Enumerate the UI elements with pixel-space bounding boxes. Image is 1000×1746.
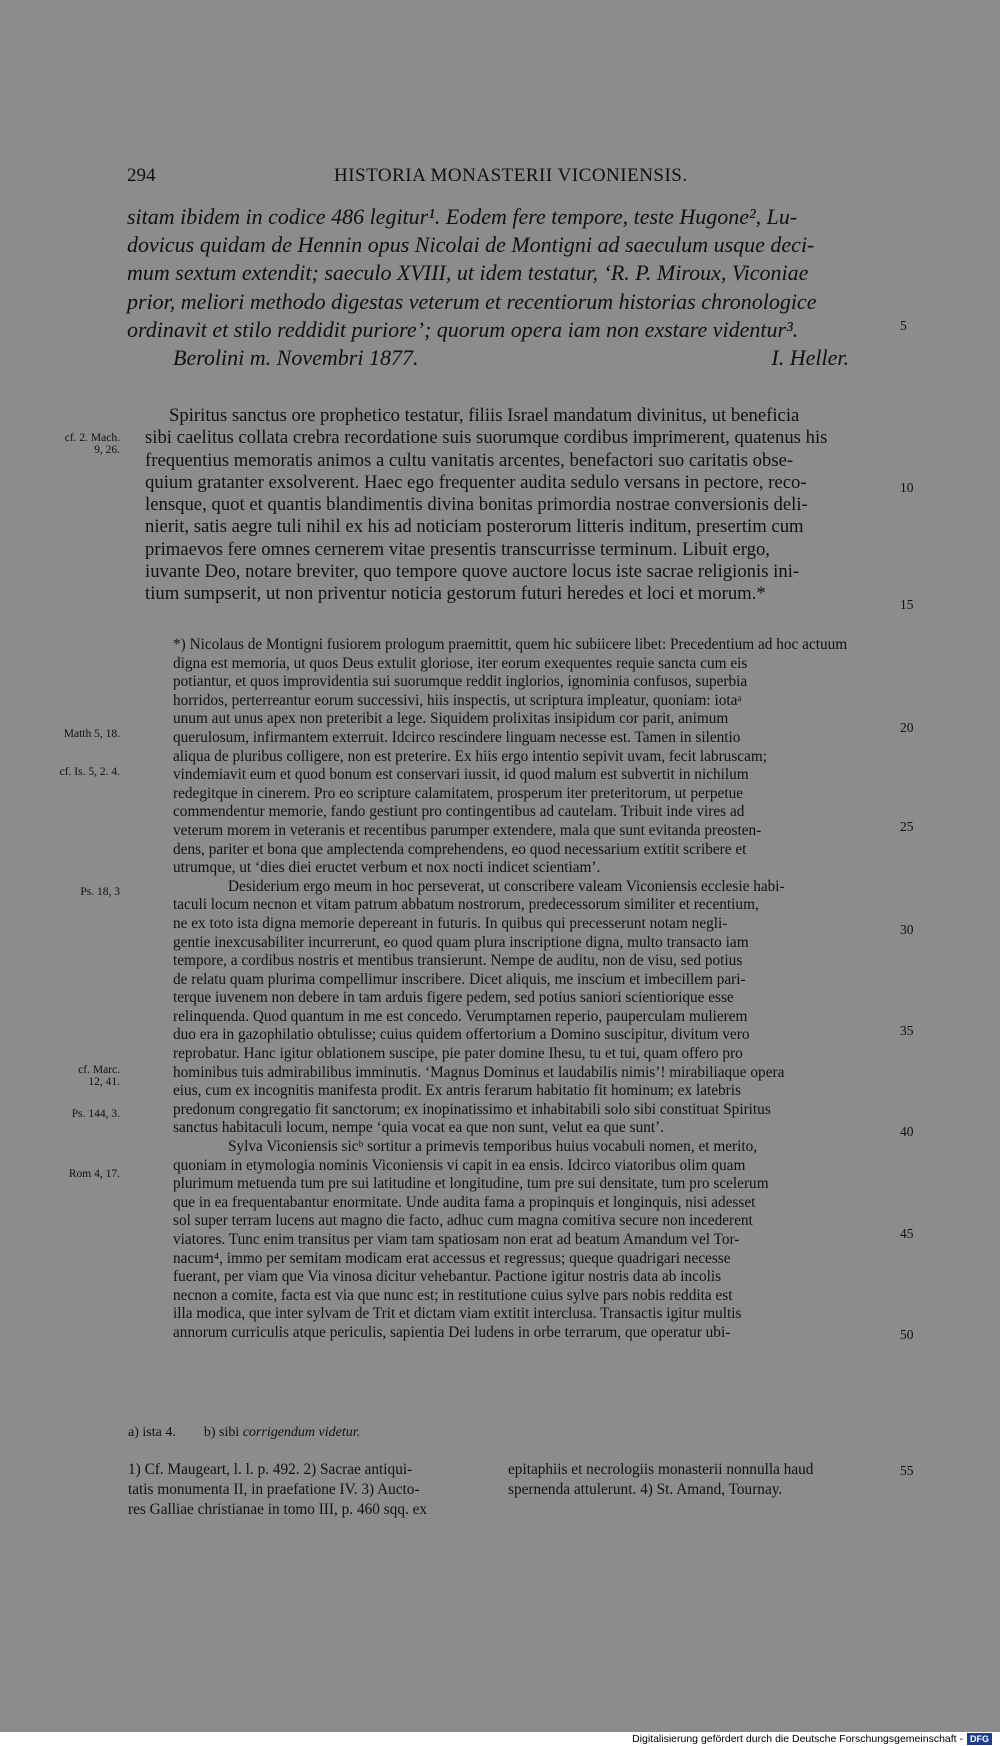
footnote-line: nacum⁴, immo per semitam modicam erat accessus et regressus; queque quadrigari necesse — [173, 1249, 731, 1267]
dfg-logo-icon: DFG — [967, 1733, 992, 1745]
footnote-line: illa modica, que inter sylvam de Trit et dictam viam extitit interclusa. Transactis igitur multis — [173, 1305, 742, 1323]
line-number: 45 — [900, 1226, 914, 1241]
editor-introduction — [127, 203, 887, 372]
endnote-line: 1) Cf. Maugeart, l. l. p. 492. 2) Sacrae antiqui- — [128, 1461, 413, 1478]
footnote-line: sanctus habitaculi locum, nempe ‘quia vocat ea que non sunt, velut ea que sunt’. — [173, 1119, 665, 1137]
footnote-line: *) Nicolaus de Montigni fusiorem prologum praemittit, quem hic subiicere libet: Precedentium ad hoc actuum — [173, 636, 848, 653]
text-line: frequentius memoratis animos a cultu vanitatis arcentes, benefactori suo caritatis obse- — [145, 449, 794, 471]
line-number: 15 — [900, 597, 914, 612]
line-number: 50 — [900, 1327, 914, 1342]
footnote-line: quoniam in etymologia nominis Viconiensis vi capit in ea ensis. Idcirco viatoribus olim quam — [173, 1156, 746, 1174]
footnote-line: horridos, perterreantur eorum successivi, hiis inspectis, ut scriptura impleatur, quoniam: iotaᵃ — [173, 691, 742, 709]
footnote-line: viatores. Tunc enim transitus per viam tam spatiosam non erat ad beatum Amandum vel Tor- — [173, 1231, 740, 1248]
footnote-line: predonum congregatio fit sanctorum; ex inopinatissimo et inhabitabili solo sibi constituat Spiritus — [173, 1100, 771, 1118]
footnote-line: gentie inexcusabiliter incurrerunt, eo quod quam plura inscriptione digna, multo transacto iam — [173, 933, 749, 951]
endnote-line: epitaphiis et necrologiis monasterii nonnulla haud — [508, 1461, 814, 1478]
footnote-line: que in ea frequentabantur enormitate. Unde audita fama a propinquis et longinquis, nisi adesset — [173, 1193, 756, 1211]
page-number: 294 — [127, 165, 156, 186]
footnote-line: commendentur memorie, fando gestiunt pro contingentibus ad cautelam. Tribuit inde vires ad — [173, 803, 745, 821]
intro-line: prior, meliori methodo digestas veterum et recentiorum historias chronologice — [127, 288, 817, 314]
footnote-line: hominibus tuis admirabilibus imminutis. ‘Magnus Dominus et laudabilis nimis’! mirabiliaque opera — [173, 1063, 785, 1081]
footnote-line: relinquenda. Quod quantum in me est concedo. Verumptamen reperio, pauperculam mulierem — [173, 1007, 748, 1025]
editor-signature: I. Heller. — [771, 345, 849, 371]
text-line: nierit, satis aegre tuli nihil ex his ad noticiam posterorum litteris inditum, presertim cum — [145, 516, 804, 538]
footnote-line: de relatu quam plurima compellimur inscribere. Dicet aliquis, me inscium et imbecillem pari- — [173, 970, 746, 988]
footnote-line: veterum morem in veteranis et recentibus parumper extendere, mala que sunt evitanda preosten- — [173, 821, 762, 839]
footnote-line: sol super terram lucens aut magno die facto, adhuc cum magna comitiva secure non incederent — [173, 1212, 753, 1230]
intro-line: sitam ibidem in codice 486 legitur¹. Eodem fere tempore, teste Hugone², Lu- — [127, 204, 798, 229]
margin-reference: cf. Is. 5, 2. 4. — [59, 766, 120, 778]
footnote-line: fuerant, per viam que Via vinosa dicitur vehebantur. Pactione igitur nostris data ab incolis — [173, 1268, 722, 1286]
line-number: 10 — [900, 480, 914, 495]
apparatus-note-b-italic: corrigendum videtur. — [242, 1425, 361, 1440]
intro-line: dovicus quidam de Hennin opus Nicolai de Montigni ad saeculum usque deci- — [127, 232, 815, 258]
footnote-line: eius, cum ex incognitis manifesta prodit. Ex antris ferarum habitatio fit hominum; ex latebris — [173, 1082, 741, 1100]
line-number: 30 — [900, 922, 914, 937]
prologue-footnote — [173, 636, 895, 1343]
footnote-line: unum aut unus apex non preteribit a lege. Siquidem prolixitas insipidum cor parit, animum — [173, 710, 729, 728]
running-title: HISTORIA MONASTERII VICONIENSIS. — [334, 165, 688, 186]
footnote-line: plurimum metuenda tum pre sui latitudine et longitudine, tum pre sui densitate, tum pro scelerum — [173, 1175, 769, 1193]
digitization-credit — [632, 1733, 992, 1745]
text-line: lensque, quot et quantis blandimentis divina bonitas primordia nostrae conversionis deli- — [145, 494, 808, 516]
footnote-line: utrumque, ut ‘dies diei eructet verbum et nox nocti indicet scientiam’. — [173, 859, 601, 877]
text-line: primaevos fere omnes cernerem vitae presentis transcurrisse terminum. Libuit ergo, — [145, 538, 770, 560]
text-line: quium gratanter exsolverent. Haec ego frequenter audita sedulo versans in pectore, reco- — [145, 471, 807, 493]
line-number: 25 — [900, 819, 914, 834]
endnotes-left-column — [128, 1460, 427, 1520]
text-line: iuvante Deo, notare breviter, quo tempore quove auctore locus iste sacrae religionis ini- — [145, 561, 800, 583]
place-date: Berolini m. Novembri 1877. — [173, 345, 419, 371]
margin-reference: Ps. 18, 3 — [80, 886, 120, 898]
line-number: 55 — [900, 1463, 914, 1478]
footnote-line: annorum curriculis atque periculis, sapientia Dei ludens in orbe terrarum, que operatur ubi- — [173, 1323, 731, 1341]
footnote-line: vindemiavit eum et quod bonum est conservari iussit, id quod malum est subvertit in nichilum — [173, 766, 749, 784]
text-line: sibi caelitus collata crebra recordatione suis suorumque cordibus imprimerent, quatenus his — [145, 427, 828, 449]
footnote-line: tempore, a cordibus nostris et mentibus transierunt. Nempe de auditu, non de visu, sed potius — [173, 952, 743, 970]
footnote-line: querulosum, infirmantem exterruit. Idcirco rescindere linguam necesse est. Tamen in silentio — [173, 728, 741, 746]
footnote-line: duo era in gazophilatio obtulisse; cuius quidem offertorium a Domino suscipitur, divitum vero — [173, 1026, 750, 1044]
line-number: 20 — [900, 720, 914, 735]
line-number: 40 — [900, 1124, 914, 1139]
margin-reference: Ps. 144, 3. — [71, 1108, 120, 1120]
footnote-line: Sylva Viconiensis sicᵇ sortitur a primevis temporibus huius vocabuli nomen, et merito, — [228, 1138, 758, 1156]
margin-reference: Matth 5, 18. — [63, 728, 120, 740]
intro-line: mum sextum extendit; saeculo XVIII, ut idem testatur, ‘R. P. Miroux, Viconiae — [127, 260, 809, 286]
intro-line: ordinavit et stilo reddidit puriore’; quorum opera iam non exstare videntur³. — [127, 316, 799, 342]
footnote-line: taculi locum necnon et vitam patrum abbatum nostrorum, predecessorum similiter et recentium, — [173, 896, 759, 914]
footnote-line: necnon a comite, facta est via que nunc est; in restitutione cuius sylve pars nobis reddita est — [173, 1286, 733, 1304]
credit-text: Digitalisierung gefördert durch die Deutsche Forschungsgemeinschaft - — [632, 1733, 963, 1745]
footnote-line: digna est memoria, ut quos Deus extulit gloriose, iter eorum exequentes requie sancta cum eis — [173, 654, 748, 672]
footnote-line: redegitque in cinerem. Pro eo scripture calamitatem, prosperum iter preteritorum, ut perpetue — [173, 784, 744, 802]
footnote-line: aliqua de pluribus colligere, non est preterire. Ex hiis ergo intentio sepivit uvam, fecit labruscam; — [173, 747, 768, 765]
textual-apparatus — [128, 1425, 360, 1441]
apparatus-note-b: b) sibi — [203, 1425, 240, 1440]
footnote-line: reprobatur. Hanc igitur oblationem suscipe, pie pater domine Ihesu, tu et tui, quam offero pro — [173, 1045, 743, 1063]
main-text — [145, 405, 892, 606]
footnote-line: ne ex toto ista digna memorie depereant in futuris. In quibus qui precesserunt notam negli- — [173, 914, 728, 932]
line-number: 5 — [900, 318, 907, 333]
apparatus-note-a: a) ista 4. — [128, 1425, 176, 1440]
margin-reference: cf. Marc. 12, 41. — [78, 1064, 120, 1088]
text-line: tium sumpserit, ut non priventur noticia gestorum futuri heredes et loci et morum.* — [145, 583, 766, 605]
margin-reference: cf. 2. Mach. 9, 26. — [64, 432, 120, 456]
endnote-line: res Galliae christianae in tomo III, p. 460 sqq. ex — [128, 1501, 428, 1518]
endnote-line: tatis monumenta II, in praefatione IV. 3) Aucto- — [128, 1481, 420, 1498]
endnote-line: spernenda attulerunt. 4) St. Amand, Tournay. — [508, 1481, 783, 1498]
endnotes-right-column — [508, 1460, 813, 1500]
margin-reference: Rom 4, 17. — [68, 1168, 120, 1180]
intro-signature-line — [127, 344, 887, 372]
footnote-line: potiantur, et quos improvidentia sui suorumque reddit inglorios, ignominia confusos, superbia — [173, 673, 748, 691]
footnote-line: terque iuvenem non debere in tam arduis figere pedem, sed potius saniori scientiorique esse — [173, 989, 734, 1007]
footnote-line: Desiderium ergo meum in hoc perseverat, ut conscribere valeam Viconiensis ecclesie habi- — [228, 877, 785, 895]
line-number: 35 — [900, 1023, 914, 1038]
footnote-line: dens, pariter et bona que amplectenda comprehendens, eo quod necessarium extitit scribere et — [173, 840, 747, 858]
text-line: Spiritus sanctus ore prophetico testatur, filiis Israel mandatum divinitus, ut beneficia — [169, 405, 800, 426]
